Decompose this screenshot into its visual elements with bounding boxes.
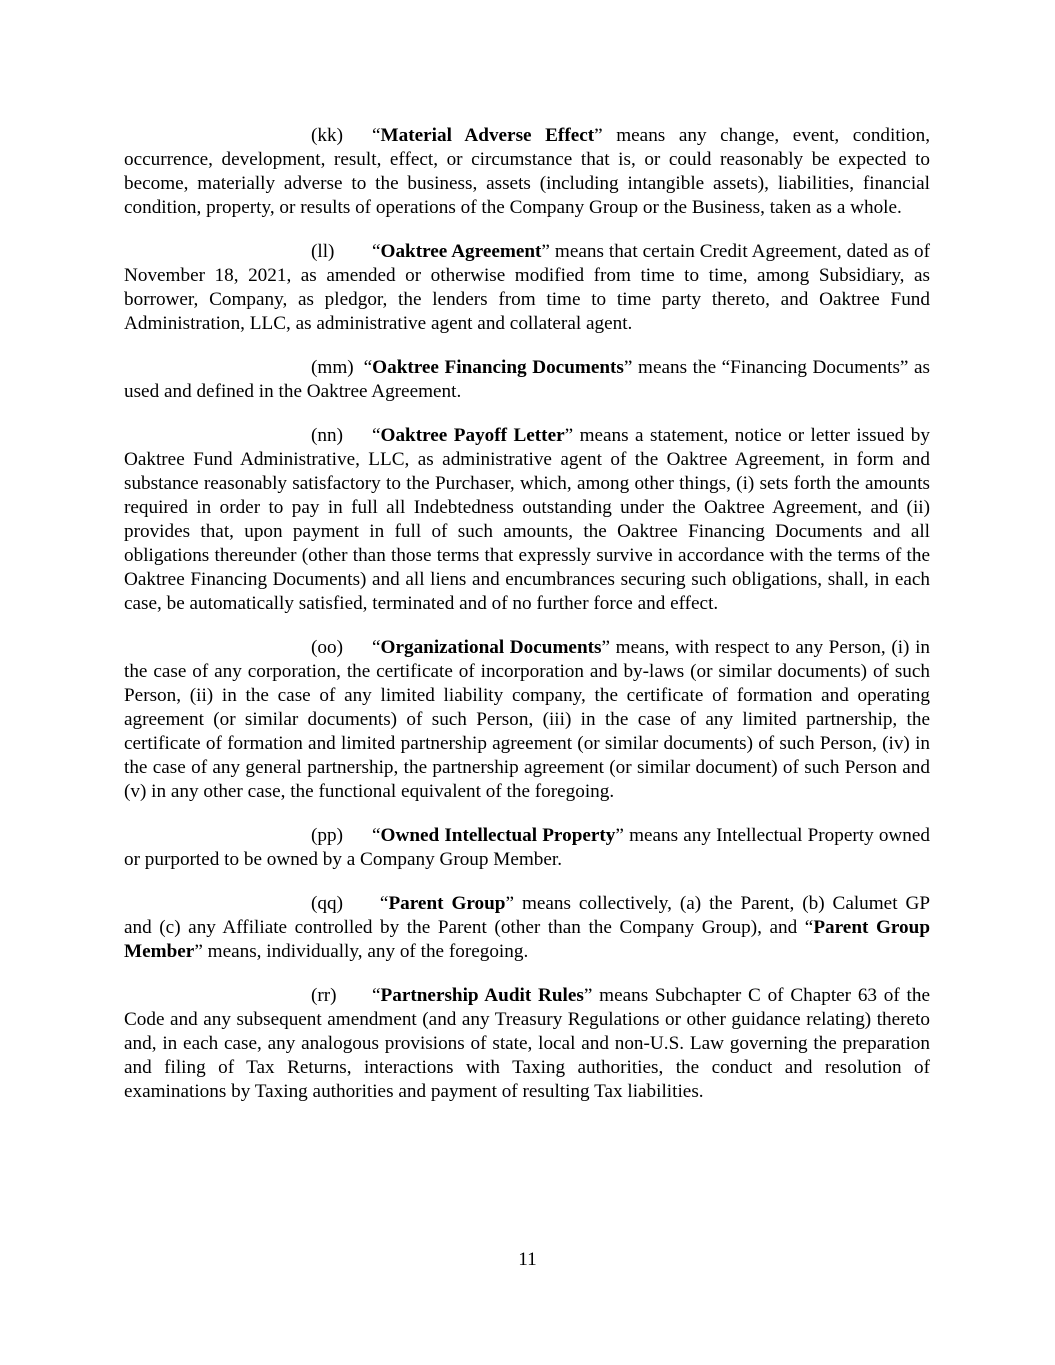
definition-text: means any Intellectual Property owned or purported to be owned by a Company Group Member. <box>124 825 930 870</box>
clause-number: (rr) <box>311 985 337 1006</box>
close-quote: ” <box>601 637 611 658</box>
open-quote: “ <box>372 825 381 846</box>
close-quote: ” <box>505 893 515 914</box>
open-quote: “ <box>363 357 373 378</box>
clause-number: (pp) <box>311 825 343 846</box>
definition-text: means any change, event, condition, occurrence, development, result, effect, or circumstance that is, or could reasonably be expected to become, materially adverse to the business, assets (including intangible assets), liabilities, financial condition, property, or results of operations of the Company Group or the Business, taken as a whole. <box>124 125 930 218</box>
close-quote: ” <box>541 241 550 262</box>
clause-number: (ll) <box>311 241 335 262</box>
clause-number: (oo) <box>311 637 343 658</box>
open-quote: “ <box>372 125 381 146</box>
definition-text: means a statement, notice or letter issued by Oaktree Fund Administrative, LLC, as administrative agent of the Oaktree Agreement, in form and substance reasonably satisfactory to the Purchaser, which, among other things, (i) sets forth the amounts required in order to pay in full all Indebtedness outstanding under the Oaktree Agreement, and (ii) provides that, upon payment in full of such amounts, the Oaktree Financing Documents and all obligations thereunder (other than those terms that expressly survive in accordance with the terms of the Oaktree Financing Documents) and all liens and encumbrances securing such obligations, shall, in each case, be automatically satisfied, terminated and of no further force and effect. <box>124 425 930 614</box>
close-quote: ” <box>564 425 574 446</box>
close-quote: ” <box>615 825 624 846</box>
definition-oo <box>124 636 930 804</box>
defined-term: Oaktree Agreement <box>380 241 542 262</box>
definition-text: means collectively, (a) the Parent, (b) Calumet GP and (c) any Affiliate controlled by the Parent (other than the Company Group), and “ <box>124 893 930 938</box>
open-quote: “ <box>372 425 381 446</box>
defined-term: Parent Group <box>388 893 506 914</box>
document-page <box>124 124 930 1124</box>
clause-number: (kk) <box>311 125 343 146</box>
definition-rr <box>124 984 930 1104</box>
defined-term-secondary: Parent Group Member <box>124 917 930 962</box>
definition-text: means, with respect to any Person, (i) in the case of any corporation, the certificate of incorporation and by-laws (or similar documents) of such Person, (ii) in the case of any limited liability company, the certificate of formation and operating agreement (or similar documents) of such Person, (iii) in the case of any limited partnership, the certificate of formation and limited partnership agreement (or similar documents) of such Person, (iv) in the case of any general partnership, the partnership agreement (or similar document) of such Person and (v) in any other case, the functional equivalent of the foregoing. <box>124 637 930 802</box>
defined-term: Material Adverse Effect <box>380 125 595 146</box>
definition-qq <box>124 892 930 964</box>
definition-text: means that certain Credit Agreement, dated as of November 18, 2021, as amended or otherwise modified from time to time, among Subsidiary, as borrower, Company, as pledgor, the lenders from time to time party thereto, and Oaktree Fund Administration, LLC, as administrative agent and collateral agent. <box>124 241 931 334</box>
definition-pp <box>124 824 930 872</box>
definition-text: means Subchapter C of Chapter 63 of the Code and any subsequent amendment (and any Treasury Regulations or other guidance relating) thereto and, in each case, any analogous provisions of state, local and non-U.S. Law governing the preparation and filing of Tax Returns, interactions with Taxing authorities, the conduct and resolution of examinations by Taxing authorities and payment of resulting Tax liabilities. <box>124 985 930 1102</box>
clause-number: (qq) <box>311 893 343 914</box>
definition-mm <box>124 356 930 404</box>
defined-term: Owned Intellectual Property <box>380 825 616 846</box>
definition-text-secondary: ” means, individually, any of the foregoing. <box>194 941 529 962</box>
clause-number: (mm) <box>311 357 354 378</box>
defined-term: Oaktree Payoff Letter <box>380 425 565 446</box>
defined-term: Oaktree Financing Documents <box>372 357 624 378</box>
defined-term: Organizational Documents <box>380 637 602 658</box>
defined-term: Partnership Audit Rules <box>380 985 584 1006</box>
open-quote: “ <box>372 637 381 658</box>
open-quote: “ <box>372 241 381 262</box>
clause-number: (nn) <box>311 425 343 446</box>
definition-ll <box>124 240 930 336</box>
definition-text: means the “Financing Documents” as used and defined in the Oaktree Agreement. <box>124 357 931 402</box>
close-quote: ” <box>583 985 593 1006</box>
open-quote: “ <box>372 985 381 1006</box>
close-quote: ” <box>594 125 603 146</box>
close-quote: ” <box>623 357 633 378</box>
definition-kk <box>124 124 930 220</box>
definition-nn <box>124 424 930 616</box>
open-quote: “ <box>372 893 389 914</box>
page-number: 11 <box>518 1249 537 1270</box>
